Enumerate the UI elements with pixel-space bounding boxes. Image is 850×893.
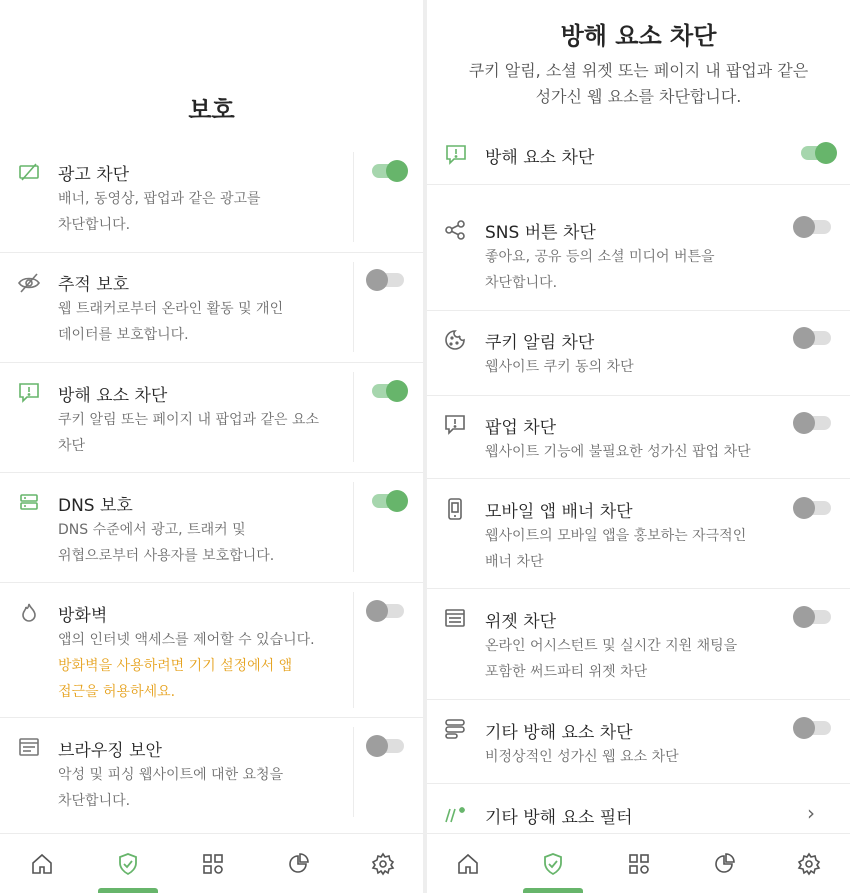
item-title: 방화벽: [58, 606, 108, 626]
item-title: DNS 보호: [58, 496, 133, 516]
bottom-navigation: [427, 833, 850, 893]
popup-icon: [443, 412, 467, 436]
filter-rule-icon: [443, 803, 467, 827]
subtitle-line: 성가신 웹 요소를 차단합니다.: [535, 87, 742, 106]
cookie-notice-block-toggle[interactable]: [793, 327, 833, 349]
item-title: 위젯 차단: [485, 612, 557, 632]
tracking-protection-toggle[interactable]: [366, 269, 406, 291]
settings-icon[interactable]: [371, 852, 395, 876]
browsing-security-icon: [17, 735, 41, 759]
item-description: 좋아요, 공유 등의 소셜 미디어 버튼을: [485, 249, 715, 265]
item-description: 웹사이트 기능에 불필요한 성가신 팝업 차단: [485, 444, 751, 460]
item-description: 위협으로부터 사용자를 보호합니다.: [58, 548, 275, 564]
mobile-app-banner-block-toggle[interactable]: [793, 497, 833, 519]
item-description: 악성 및 피싱 웹사이트에 대한 요청을: [58, 767, 284, 783]
mobile-app-icon: [443, 497, 467, 521]
page-title: 방해 요소 차단: [560, 22, 717, 50]
active-tab-indicator: [523, 888, 583, 893]
popup-block-toggle[interactable]: [793, 412, 833, 434]
item-description: 비정상적인 성가신 웹 요소 차단: [485, 749, 679, 765]
statistics-icon[interactable]: [286, 852, 310, 876]
tracking-protection-icon: [17, 271, 41, 295]
annoyance-blocking-screen: [427, 0, 850, 893]
item-title: SNS 버튼 차단: [485, 223, 596, 243]
active-tab-indicator: [98, 888, 158, 893]
item-description: 배너 차단: [485, 554, 544, 570]
other-annoyance-icon: [443, 717, 467, 741]
item-description: 차단합니다.: [485, 275, 558, 291]
home-icon[interactable]: [30, 852, 54, 876]
item-title: 팝업 차단: [485, 418, 557, 438]
protection-screen: [0, 0, 423, 893]
item-title: 모바일 앱 배너 차단: [485, 502, 633, 522]
annoyance-block-icon: [17, 380, 41, 404]
dns-icon: [17, 490, 41, 514]
item-description: 차단합니다.: [58, 217, 131, 233]
statistics-icon[interactable]: [712, 852, 736, 876]
item-title: 광고 차단: [58, 165, 130, 185]
item-description: 웹사이트의 모바일 앱을 홍보하는 자극적인: [485, 528, 747, 544]
subtitle-line: 쿠키 알림, 소셜 위젯 또는 페이지 내 팝업과 같은: [468, 61, 809, 80]
protection-icon[interactable]: [541, 852, 565, 876]
item-title: 방해 요소 차단: [485, 148, 595, 168]
ad-block-icon: [17, 160, 41, 184]
firewall-warning[interactable]: 접근을 허용하세요.: [58, 684, 176, 700]
item-description: 앱의 인터넷 액세스를 제어할 수 있습니다.: [58, 632, 315, 648]
item-description: 온라인 어시스턴트 및 실시간 지원 채팅을: [485, 638, 738, 654]
annoyance-master-toggle[interactable]: [797, 142, 837, 164]
annoyance-block-toggle[interactable]: [368, 380, 408, 402]
chevron-right-icon: ›: [807, 801, 815, 825]
item-title: 브라우징 보안: [58, 741, 162, 761]
settings-icon[interactable]: [797, 852, 821, 876]
share-icon: [443, 218, 467, 242]
dns-protection-toggle[interactable]: [368, 490, 408, 512]
apps-icon[interactable]: [201, 852, 225, 876]
item-description: DNS 수준에서 광고, 트래커 및: [58, 522, 246, 538]
sns-button-block-toggle[interactable]: [793, 216, 833, 238]
widget-icon: [443, 606, 467, 630]
page-title: 보호: [188, 96, 235, 124]
home-icon[interactable]: [456, 852, 480, 876]
protection-icon[interactable]: [116, 852, 140, 876]
item-title: 쿠키 알림 차단: [485, 333, 595, 353]
firewall-toggle[interactable]: [366, 600, 406, 622]
item-description: 차단합니다.: [58, 793, 131, 809]
cookie-icon: [443, 328, 467, 352]
item-title: 기타 방해 요소 차단: [485, 723, 633, 743]
browsing-security-toggle[interactable]: [366, 735, 406, 757]
apps-icon[interactable]: [627, 852, 651, 876]
other-annoyance-block-toggle[interactable]: [793, 717, 833, 739]
item-description: 배너, 동영상, 팝업과 같은 광고를: [58, 191, 261, 207]
bottom-navigation: [0, 833, 423, 893]
item-description: 차단: [58, 438, 86, 454]
item-title: 방해 요소 차단: [58, 386, 168, 406]
item-description: 웹사이트 쿠키 동의 차단: [485, 359, 634, 375]
item-description: 포함한 써드파티 위젯 차단: [485, 664, 648, 680]
firewall-warning[interactable]: 방화벽을 사용하려면 기기 설정에서 앱: [58, 658, 293, 674]
item-description: 데이터를 보호합니다.: [58, 327, 189, 343]
item-description: 웹 트래커로부터 온라인 활동 및 개인: [58, 301, 284, 317]
item-title: 기타 방해 요소 필터: [485, 808, 633, 828]
firewall-icon: [17, 601, 41, 625]
ad-block-toggle[interactable]: [368, 160, 408, 182]
annoyance-block-icon: [444, 142, 468, 166]
page-subtitle: [447, 58, 830, 110]
item-title: 추적 보호: [58, 275, 130, 295]
widget-block-toggle[interactable]: [793, 606, 833, 628]
item-description: 쿠키 알림 또는 페이지 내 팝업과 같은 요소: [58, 412, 320, 428]
